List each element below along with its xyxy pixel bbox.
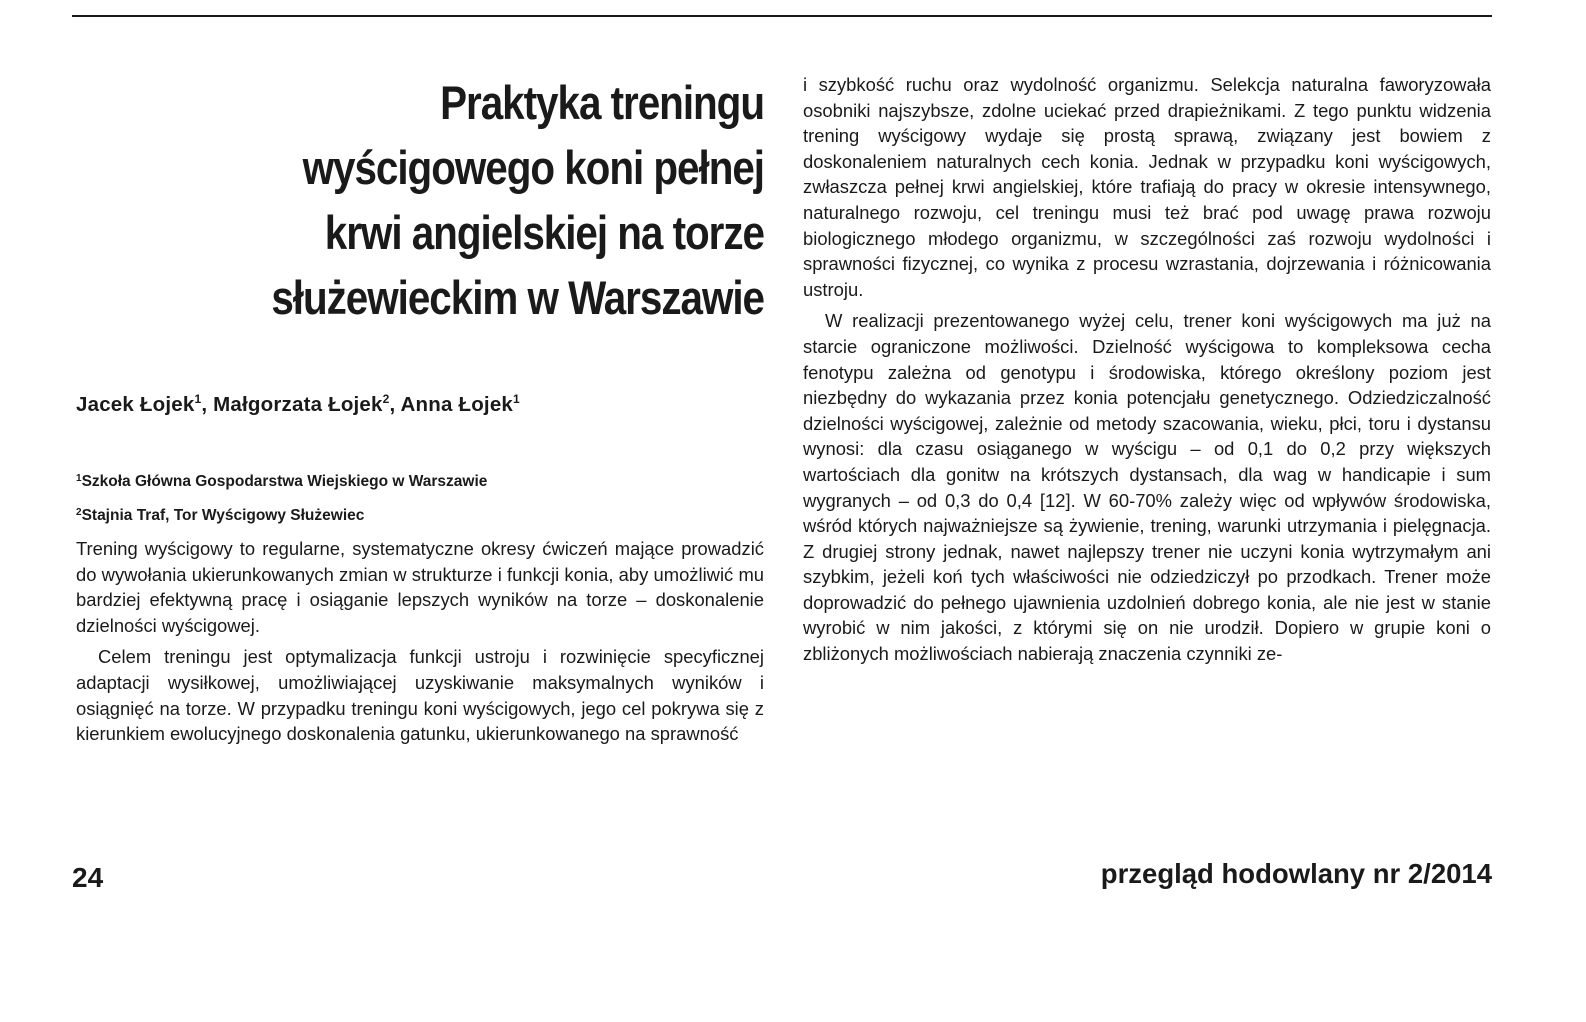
journal-name: przegląd hodowlany nr 2/2014 (1100, 858, 1492, 889)
title-line: wyścigowego koni pełnej (302, 141, 764, 194)
body-text-left (76, 536, 764, 747)
affiliation-sup: 1 (76, 473, 82, 484)
affiliation-text: Stajnia Traf, Tor Wyścigowy Służewiec (81, 507, 365, 524)
affiliation (76, 463, 487, 497)
left-column (76, 70, 764, 745)
affiliations (76, 463, 487, 531)
affiliation-sup: 2 (76, 507, 82, 518)
author-name: Jacek Łojek (76, 393, 195, 416)
author-name: Anna Łojek (400, 393, 514, 416)
article-title (172, 70, 764, 330)
author-sup: 2 (382, 392, 390, 406)
author-sup: 1 (194, 392, 202, 406)
affiliation-text: Szkoła Główna Gospodarstwa Wiejskiego w Warszawie (81, 473, 488, 490)
author-sup: 1 (513, 392, 520, 406)
title-line: Praktyka treningu (440, 76, 764, 129)
author-name: Małgorzata Łojek (213, 393, 383, 416)
right-column (803, 72, 1491, 667)
affiliation (76, 497, 487, 531)
top-rule (72, 15, 1492, 17)
title-line: służewieckim w Warszawie (271, 271, 764, 324)
paragraph: Trening wyścigowy to regularne, systematyczne okresy ćwiczeń mające prowadzić do wywołania ukierunkowanych zmian w strukturze i funkcji konia, aby umożliwić mu bardziej efektywną pracę i osiąganie lepszych wyników na torze – doskonalenie dzielności wyścigowej. (76, 538, 764, 636)
authors (76, 392, 520, 417)
paragraph: Celem treningu jest optymalizacja funkcji ustroju i rozwinięcie specyficznej adaptacji wysiłkowej, umożliwiającej uzyskiwanie maksymalnych wyników i osiągnięć na torze. W przypadku treningu koni wyścigowych, jego cel pokrywa się z kierunkiem ewolucyjnego doskonalenia gatunku, ukierunkowanego na sprawność (76, 646, 764, 745)
title-line: krwi angielskiej na torze (324, 206, 764, 259)
paragraph: i szybkość ruchu oraz wydolność organizmu. Selekcja naturalna faworyzowała osobniki najszybsze, zdolne uciekać przed drapieżnikami. Z tego punktu widzenia trening wyścigowy wydaje się prostą sprawą, związany jest bowiem z doskonaleniem naturalnych cech konia. Jednak w przypadku koni wyścigowych, zwłaszcza pełnej krwi angielskiej, które trafiają do pracy w okresie intensywnego, naturalnego rozwoju, cel treningu musi też brać pod uwagę prawa rozwoju biologicznego młodego organizmu, w szczególności zaś rozwoju wydolności i sprawności fizycznej, co wynika z procesu wzrastania, dojrzewania i różnicowania ustroju. (803, 74, 1491, 300)
page-number: 24 (72, 862, 104, 893)
author-sep: , (201, 393, 214, 416)
author-sep: , (389, 393, 401, 416)
paragraph: W realizacji prezentowanego wyżej celu, trener koni wyścigowych ma już na starcie ograniczone możliwości. Dzielność wyścigowa to kompleksowa cecha fenotypu zależna od genotypu i środowiska, którego określony poziom jest niezbędny do wykazania przez konia potencjału genetycznego. Odziedziczalność dzielności wyścigowej, zależnie od metody szacowania, wieku, płci, toru i dystansu wynosi: dla czasu osiąganego w wyścigu – od 0,1 do 0,2 przy większych wartościach dla gonitw na krótszych dystansach, dla wag w handicapie i sum wygranych – od 0,3 do 0,4 [12]. W 60-70% zależy więc od wpływów środowiska, wśród których najważniejsze są żywienie, trening, warunki utrzymania i pielęgnacja. Z drugiej strony jednak, nawet najlepszy trener nie uczyni konia wytrzymałym ani szybkim, jeżeli koń tych właściwości nie odziedziczył po przodkach. Trener może doprowadzić do pełnego ujawnienia uzdolnień dobrego konia, ale nie jest w stanie wyrobić w nim jakości, z którymi się on nie urodził. Dopiero w grupie koni o zbliżonych możliwościach nabierają znaczenia czynniki ze- (803, 310, 1491, 665)
